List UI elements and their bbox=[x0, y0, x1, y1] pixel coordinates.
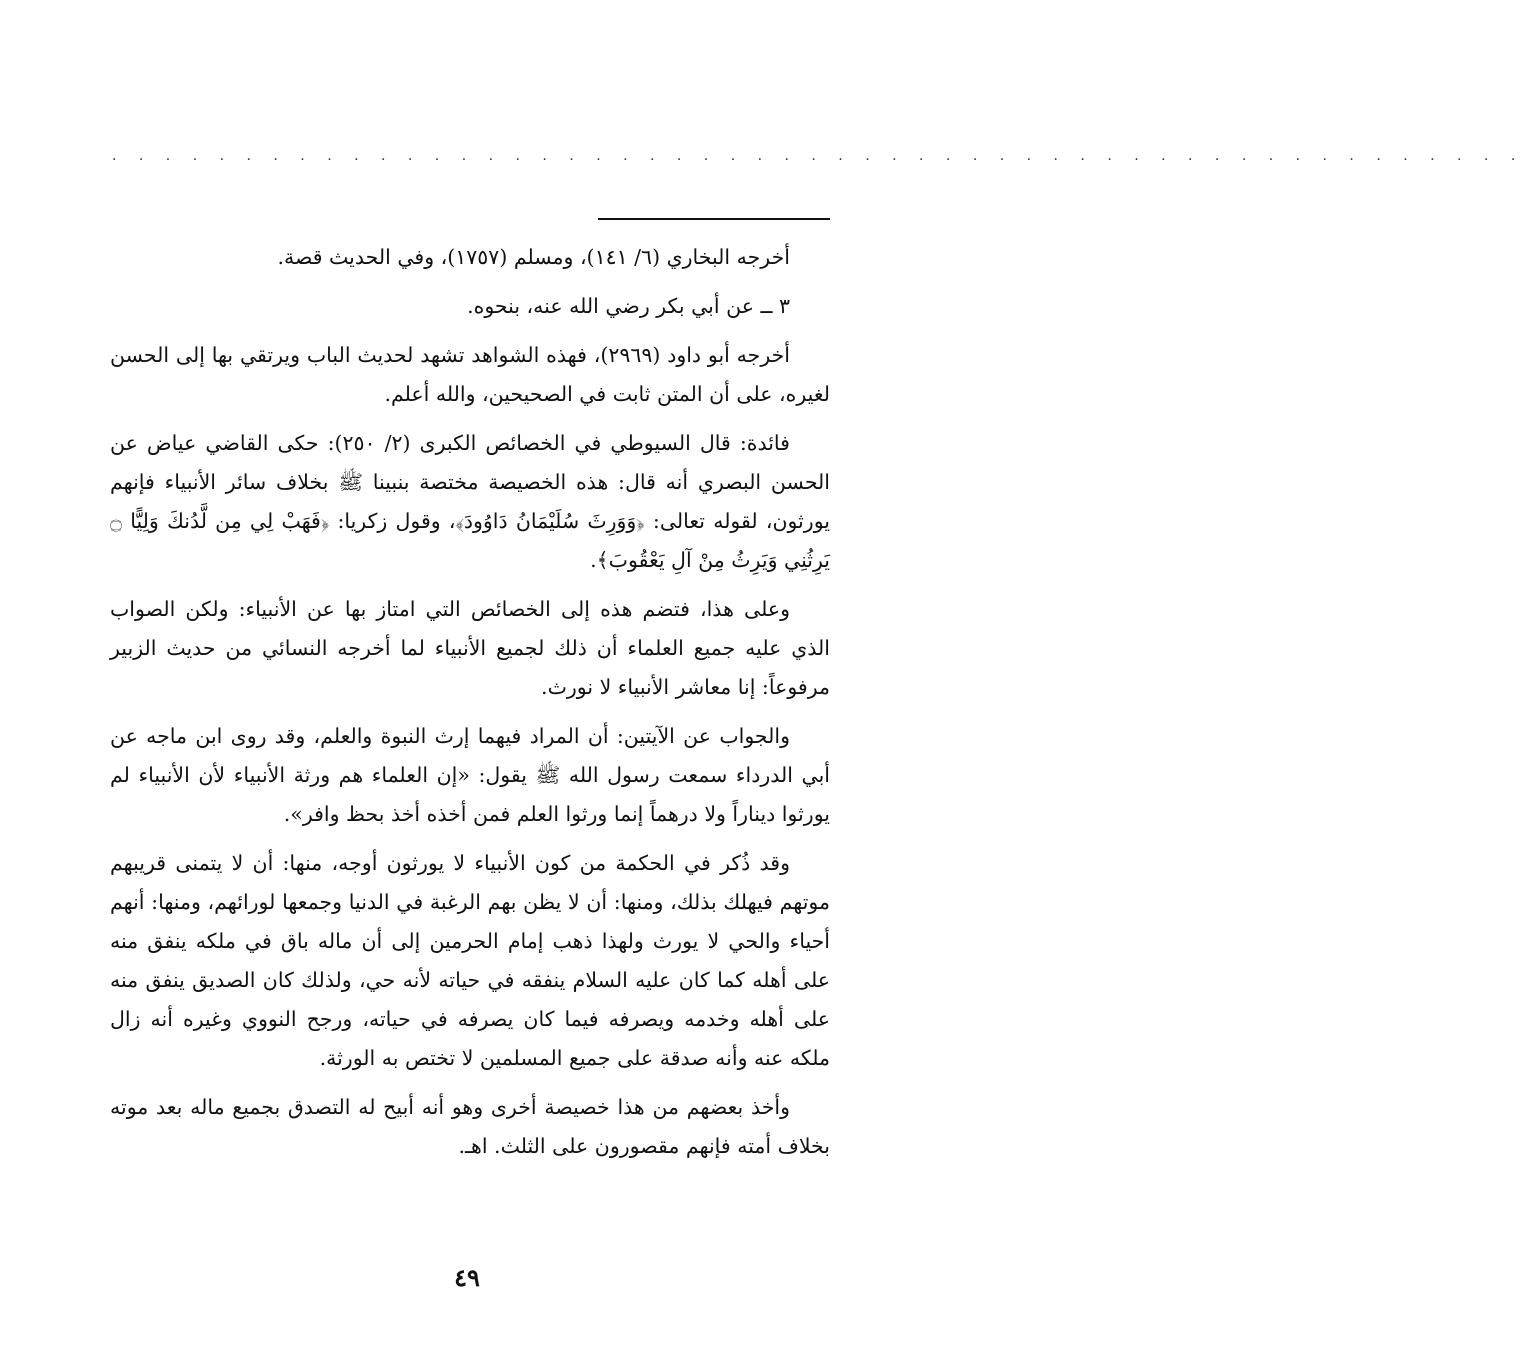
paragraph-bukhari-reference: أخرجه البخاري (٦/ ١٤١)، ومسلم (١٧٥٧)، وفي الحديث قصة. bbox=[277, 245, 790, 269]
paragraph-abu-bakr: ٣ ــ عن أبي بكر رضي الله عنه، بنحوه. bbox=[467, 294, 790, 318]
page-number: ٤٩ bbox=[454, 1263, 480, 1292]
paragraph-suyuti-benefit: فائدة: قال السيوطي في الخصائص الكبرى (٢/ ٢٥٠): حكى القاضي عياض عن الحسن البصري أنه قال: هذه الخصيصة مختصة بنبينا ﷺ بخلاف سائر الأنبياء فإنهم يورثون، لقوله تعالى: ﴿وَوَرِثَ سُلَيْمَانُ دَاوُودَ﴾، وقول زكريا: ﴿فَهَبْ لِي مِن لَّدُنكَ وَلِيًّا ۝ يَرِثُنِي وَيَرِثُ مِنْ آلِ يَعْقُوبَ﴾. bbox=[110, 431, 830, 572]
paragraph-abu-dawud: أخرجه أبو داود (٢٩٦٩)، فهذه الشواهد تشهد لحديث الباب ويرتقي بها إلى الحسن لغيره، على أن المتن ثابت في الصحيحين، والله أعلم. bbox=[110, 343, 830, 406]
footnote-rule bbox=[598, 218, 830, 220]
paragraph-another-khasisa: وأخذ بعضهم من هذا خصيصة أخرى وهو أنه أبيح له التصدق بجميع ماله بعد موته بخلاف أمته فإنهم مقصورون على الثلث. اهـ. bbox=[110, 1095, 830, 1158]
dotted-separator: . . . . . . . . . . . . . . . . . . . . . . . . . . . . . . . . . . . . . . . . . . . . . . . . . . . . . bbox=[112, 148, 1524, 164]
paragraph-wisdom: وقد ذُكر في الحكمة من كون الأنبياء لا يورثون أوجه، منها: أن لا يتمنى قريبهم موتهم فيهلك بذلك، ومنها: أن لا يظن بهم الرغبة في الدنيا وجمعها لورائهم، ومنها: أنهم أحياء والحي لا يورث ولهذا ذهب إمام الحرمين إلى أن ماله باق في ملكه ينفق منه على أهله كما كان عليه السلام ينفقه في حياته لأنه حي، ولذلك كان الصديق ينفق منه على أهله وخدمه ويصرفه فيما كان يصرفه في حياته، ورجح النووي وغيره أنه زال ملكه عنه وأنه صدقة على جميع المسلمين لا تختص به الورثة. bbox=[110, 851, 830, 1070]
footnote-body bbox=[110, 238, 830, 1176]
paragraph-answer-verses: والجواب عن الآيتين: أن المراد فيهما إرث النبوة والعلم، وقد روى ابن ماجه عن أبي الدرداء سمعت رسول الله ﷺ يقول: «إن العلماء هم ورثة الأنبياء لأن الأنبياء لم يورثوا ديناراً ولا درهماً إنما ورثوا العلم فمن أخذه أخذ بحظ وافر». bbox=[110, 724, 830, 826]
paragraph-prophets-khasais: وعلى هذا، فتضم هذه إلى الخصائص التي امتاز بها عن الأنبياء: ولكن الصواب الذي عليه جميع العلماء أن ذلك لجميع الأنبياء لما أخرجه النسائي من حديث الزبير مرفوعاً: إنا معاشر الأنبياء لا نورث. bbox=[110, 597, 830, 699]
